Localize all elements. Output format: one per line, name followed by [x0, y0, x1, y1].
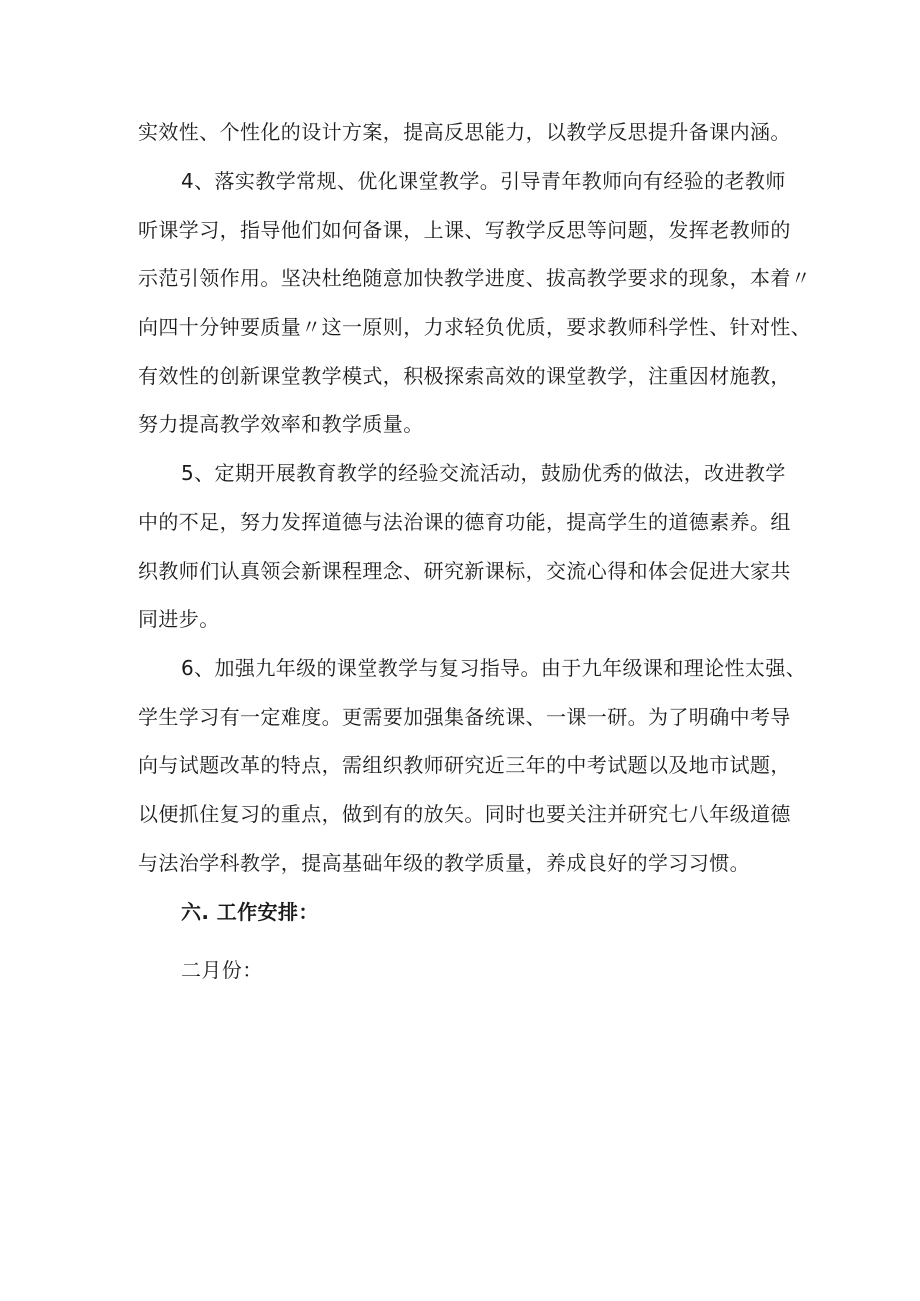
- paragraph-line: 向与试题改革的特点，需组织教师研究近三年的中考试题以及地市试题，: [138, 753, 791, 777]
- paragraph-line: 织教师们认真领会新课程理念、研究新课标，交流心得和体会促进大家共: [138, 559, 791, 583]
- month-label: 二月份：: [181, 958, 263, 982]
- paragraph-line: 学生学习有一定难度。更需要加强集备统课、一课一研。为了明确中考导: [138, 705, 791, 729]
- paragraph-line: 同进步。: [138, 607, 220, 631]
- paragraph-line: 5、定期开展教育教学的经验交流活动，鼓励优秀的做法，改进教学: [181, 461, 786, 485]
- paragraph-line: 努力提高教学效率和教学质量。: [138, 412, 424, 436]
- section-heading: 六. 工作安排：: [181, 900, 319, 924]
- paragraph-line: 4、落实教学常规、优化课堂教学。引导青年教师向有经验的老教师: [181, 169, 786, 193]
- paragraph-line: 以便抓住复习的重点，做到有的放矢。同时也要关注并研究七八年级道德: [138, 802, 791, 826]
- paragraph-line: 与法治学科教学，提高基础年级的教学质量，养成良好的学习习惯。: [138, 851, 750, 875]
- paragraph-line: 实效性、个性化的设计方案，提高反思能力，以教学反思提升备课内涵。: [138, 120, 791, 144]
- paragraph-line: 示范引领作用。坚决杜绝随意加快教学进度、拔高教学要求的现象，本着〃: [138, 266, 812, 290]
- paragraph-line: 6、加强九年级的课堂教学与复习指导。由于九年级课和理论性太强、: [181, 656, 807, 680]
- paragraph-line: 有效性的创新课堂教学模式，积极探索高效的课堂教学，注重因材施教，: [138, 364, 791, 388]
- paragraph-line: 向四十分钟要质量〃这一原则，力求轻负优质，要求教师科学性、针对性、: [138, 315, 812, 339]
- paragraph-line: 听课学习，指导他们如何备课，上课、写教学反思等问题，发挥老教师的: [138, 218, 791, 242]
- paragraph-line: 中的不足，努力发挥道德与法治课的德育功能，提高学生的道德素养。组: [138, 510, 791, 534]
